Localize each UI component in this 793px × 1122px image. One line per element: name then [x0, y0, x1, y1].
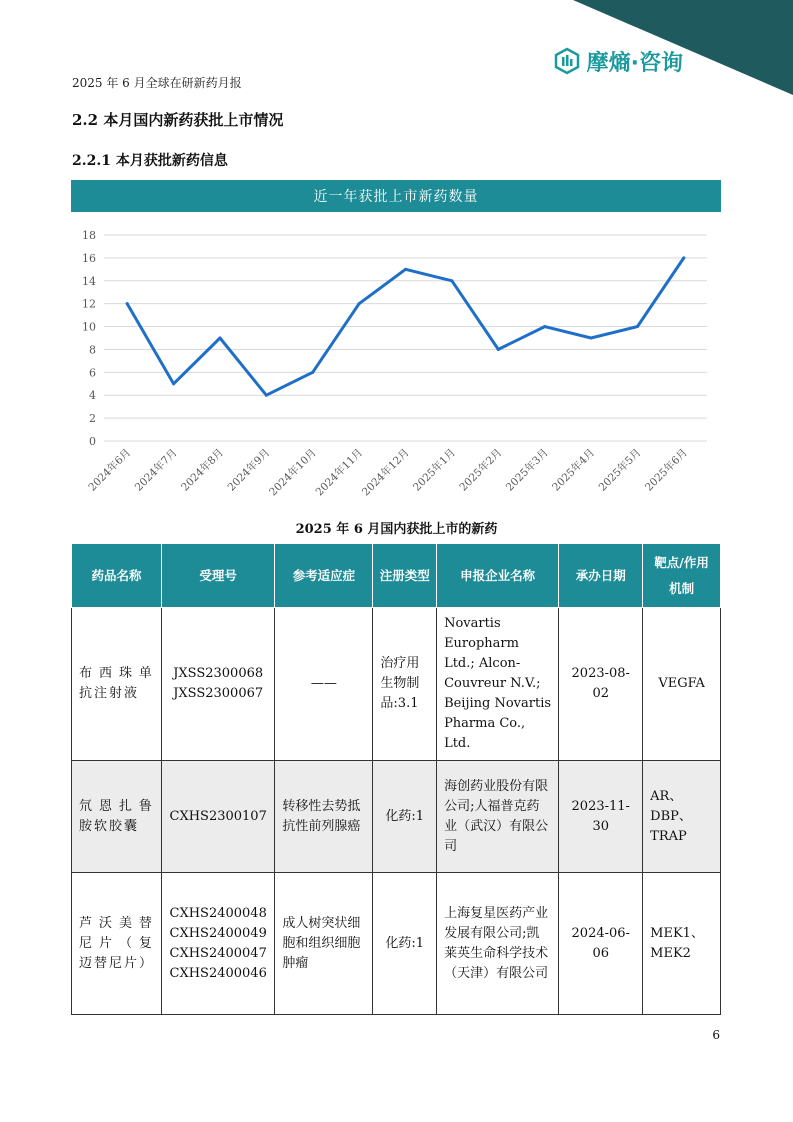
accept-no: CXHS2400047: [169, 945, 267, 961]
x-tick-label: 2024年11月: [313, 446, 366, 499]
cell-indication: 成人树突状细胞和组织细胞肿瘤: [275, 873, 373, 1015]
data-point: [358, 302, 361, 305]
cell-company: 海创药业股份有限公司;人福普克药业（武汉）有限公司: [437, 761, 559, 873]
x-tick-label: 2025年1月: [411, 446, 459, 494]
brand-logo: [553, 44, 683, 78]
cell-reg-type: 化药:1: [373, 761, 437, 873]
col-header-name: 药品名称: [72, 544, 162, 608]
cell-date: 2023-11-30: [559, 761, 643, 873]
cell-company: 上海复星医药产业发展有限公司;凯莱英生命科学技术（天津）有限公司: [437, 873, 559, 1015]
x-tick-label: 2024年8月: [179, 446, 227, 494]
data-point: [497, 348, 500, 351]
cell-date: 2024-06-06: [559, 873, 643, 1015]
cell-target: VEGFA: [643, 608, 721, 761]
accept-no: CXHS2400046: [169, 965, 267, 981]
accept-no: JXSS2300067: [173, 686, 264, 701]
x-tick-label: 2024年7月: [132, 446, 180, 494]
cell-company: Novartis Europharm Ltd.; Alcon-Couvreur N.V.; Beijing Novartis Pharma Co., Ltd.: [437, 608, 559, 761]
chart-plot-area: [71, 212, 721, 508]
y-tick-label: 2: [89, 412, 96, 426]
accept-no: CXHS2300107: [169, 808, 267, 824]
x-tick-label: 2024年6月: [86, 446, 134, 494]
cell-target: MEK1、MEK2: [643, 873, 721, 1015]
data-point: [172, 382, 175, 385]
data-point: [265, 394, 268, 397]
data-point: [126, 302, 129, 305]
data-point: [682, 256, 685, 259]
data-point: [636, 325, 639, 328]
subsection-heading: 2.2.1 本月获批新药信息: [72, 153, 228, 169]
table-row: [72, 873, 721, 1015]
cell-accept-no: [161, 608, 275, 761]
chart-title: 近一年获批上市新药数量: [71, 180, 721, 212]
x-tick-label: 2025年2月: [457, 446, 505, 494]
cell-reg-type: 治疗用生物制品:3.1: [373, 608, 437, 761]
x-tick-label: 2025年6月: [642, 446, 690, 494]
y-tick-label: 12: [82, 297, 96, 311]
col-header-reg-type: 注册类型: [373, 544, 437, 608]
col-header-date: 承办日期: [559, 544, 643, 608]
line-chart: [71, 180, 721, 508]
cell-target: AR、DBP、TRAP: [643, 761, 721, 873]
y-tick-label: 6: [89, 366, 96, 380]
logo-text: 摩熵·咨询: [586, 50, 683, 76]
y-tick-label: 0: [89, 435, 96, 448]
cell-accept-no: [161, 873, 275, 1015]
section-heading: 2.2 本月国内新药获批上市情况: [72, 111, 284, 129]
data-point: [404, 268, 407, 271]
accept-no: CXHS2400048: [169, 905, 267, 921]
x-tick-label: 2024年9月: [225, 446, 273, 494]
page-number: 6: [712, 1028, 720, 1042]
data-point: [590, 337, 593, 340]
table-caption: 2025 年 6 月国内获批上市的新药: [295, 522, 498, 537]
y-tick-label: 4: [89, 389, 96, 403]
col-header-indication: 参考适应症: [275, 544, 373, 608]
cell-accept-no: [161, 761, 275, 873]
cell-drug-name: 布西珠单抗注射液: [72, 608, 162, 761]
col-header-company: 申报企业名称: [437, 544, 559, 608]
accept-no: JXSS2300068: [173, 666, 264, 681]
data-point: [311, 371, 314, 374]
y-tick-label: 8: [89, 343, 96, 357]
data-point: [450, 279, 453, 282]
cell-date: 2023-08-02: [559, 608, 643, 761]
col-header-target: 靶点/作用机制: [643, 544, 721, 608]
cell-reg-type: 化药:1: [373, 873, 437, 1015]
x-tick-label: 2025年3月: [503, 446, 551, 494]
cell-drug-name: 芦沃美替尼片（复迈替尼片）: [72, 873, 162, 1015]
y-tick-label: 14: [82, 274, 96, 288]
x-tick-label: 2024年10月: [267, 446, 319, 499]
x-tick-label: 2025年5月: [596, 446, 644, 494]
data-point: [543, 325, 546, 328]
y-tick-label: 16: [82, 251, 96, 265]
drug-table: [71, 543, 721, 1015]
data-point: [218, 337, 221, 340]
table-header-row: [72, 544, 721, 608]
report-title: 2025 年 6 月全球在研新药月报: [72, 76, 242, 90]
cell-indication: 转移性去势抵抗性前列腺癌: [275, 761, 373, 873]
x-tick-label: 2025年4月: [550, 446, 598, 494]
y-tick-label: 18: [82, 229, 96, 242]
x-tick-label: 2024年12月: [359, 446, 412, 499]
table-row: [72, 761, 721, 873]
col-header-accept-no: 受理号: [161, 544, 275, 608]
cell-drug-name: 氘恩扎鲁胺软胶囊: [72, 761, 162, 873]
logo-icon: [553, 47, 581, 75]
y-tick-label: 10: [82, 320, 96, 334]
cell-indication: ——: [275, 608, 373, 761]
table-row: [72, 608, 721, 761]
accept-no: CXHS2400049: [169, 925, 267, 941]
